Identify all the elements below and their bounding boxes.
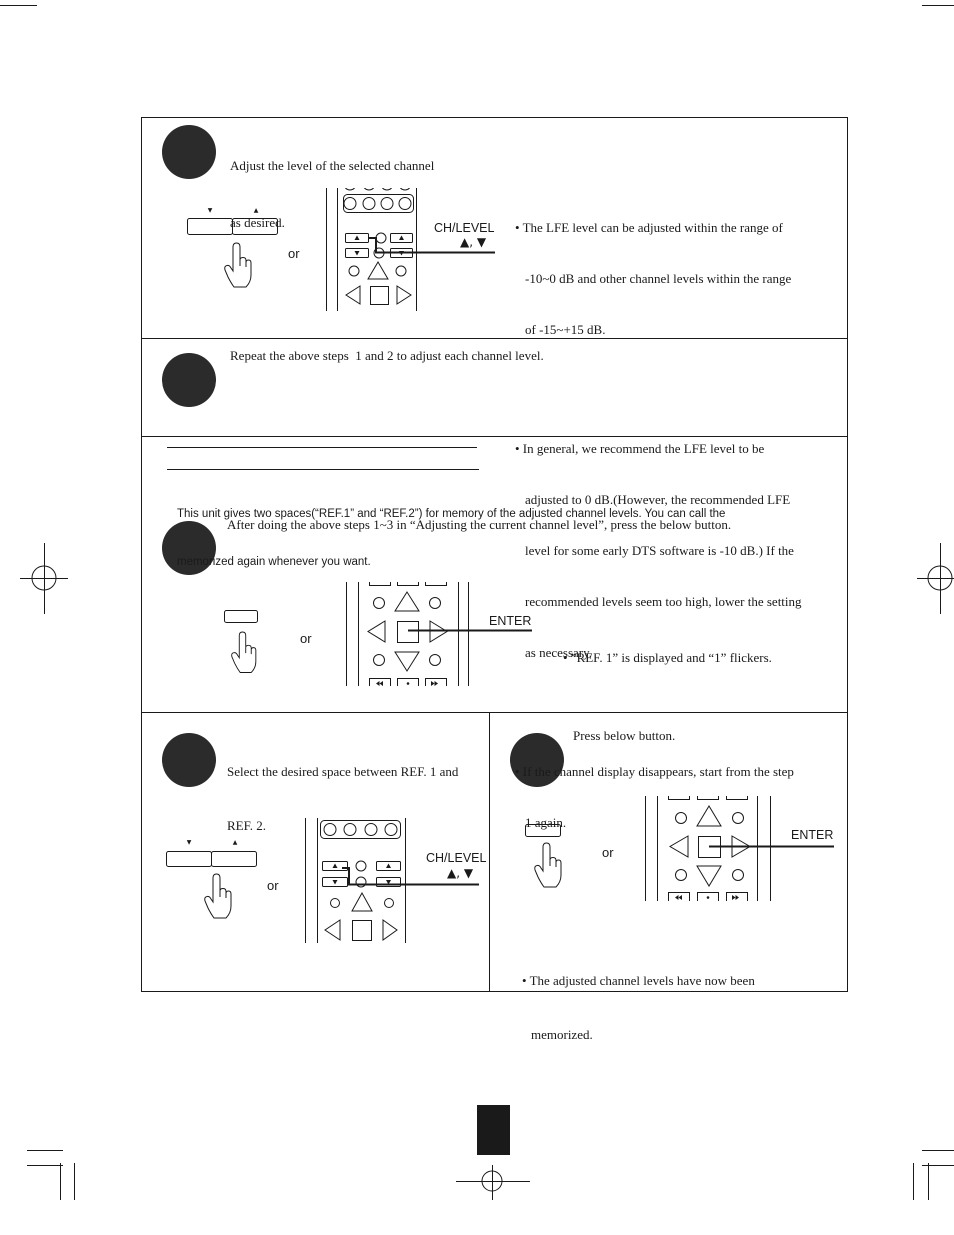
down-arrow-icon — [355, 251, 360, 256]
cursor-up-icon — [368, 262, 388, 279]
down-arrow-icon: ▼ — [186, 839, 192, 846]
crop-marks — [0, 6, 954, 1201]
note-line: memorized. — [531, 1027, 593, 1042]
step-badge — [162, 733, 216, 787]
remote-button — [374, 655, 385, 666]
remote-button — [385, 899, 394, 908]
cursor-left-icon — [346, 286, 360, 304]
step-badge — [162, 353, 216, 407]
cursor-left-icon — [325, 920, 340, 940]
registration-mark-bottom — [456, 1165, 530, 1200]
fast-forward-icon — [435, 681, 439, 686]
callout-label: CH/LEVEL — [434, 221, 495, 235]
remote-button — [430, 655, 441, 666]
enter-key-icon — [398, 622, 419, 643]
rewind-icon — [376, 681, 380, 686]
instruction-line: as desired. — [230, 215, 285, 230]
step-badge — [162, 125, 216, 179]
step-instruction: After doing the above steps 1~3 in “Adjusting the current channel level”, press the below button. — [227, 517, 732, 532]
or-label: or — [300, 631, 312, 646]
pointing-hand-icon — [205, 874, 231, 918]
fast-forward-icon — [431, 681, 435, 686]
instruction-line: Adjust the level of the selected channel — [230, 158, 435, 173]
cursor-left-icon — [368, 621, 385, 642]
note-item — [515, 185, 802, 372]
note-line: -10~0 dB and other channel levels within the range — [525, 271, 792, 286]
instruction-line: REF. 2. — [227, 818, 267, 833]
remote-button — [396, 266, 406, 276]
up-arrow-icon — [386, 864, 391, 869]
remote-button — [374, 598, 385, 609]
rewind-icon — [679, 895, 683, 900]
dot-icon — [407, 682, 410, 685]
enter-button — [225, 611, 258, 623]
rewind-icon — [380, 681, 384, 686]
up-arrow-icon — [333, 864, 338, 869]
note-line: • In general, we recommend the LFE level to be — [515, 441, 765, 456]
step-instruction: Press below button. — [573, 728, 676, 743]
note-line: recommended levels seem too high, lower the setting — [525, 594, 802, 609]
note-line: 1 again. — [525, 815, 567, 830]
step-instruction — [227, 727, 458, 853]
cursor-right-icon — [383, 920, 397, 940]
note-line: as necessary. — [525, 645, 593, 660]
enter-key-icon — [371, 287, 389, 305]
enter-key-icon — [353, 921, 372, 941]
up-arrow-icon: ▲ — [232, 839, 238, 846]
dot-icon — [707, 896, 710, 899]
pointing-hand-icon — [232, 632, 256, 672]
callout-label: CH/LEVEL — [426, 851, 487, 865]
rewind-icon — [675, 895, 679, 900]
page-tab — [477, 1105, 510, 1155]
remote-illustration-enter — [347, 579, 469, 689]
remote-button — [430, 598, 441, 609]
note-line: • If the channel display disappears, start from the step — [515, 764, 794, 779]
note-line: of -15~+15 dB. — [525, 322, 606, 337]
cursor-down-icon — [395, 652, 419, 671]
note-line: • The LFE level can be adjusted within the range of — [515, 220, 783, 235]
front-panel-level-buttons — [167, 852, 257, 867]
step-instruction — [230, 118, 434, 251]
remote-button — [331, 899, 340, 908]
intro-line: This unit gives two spaces(“REF.1” and “REF.2”) for memory of the adjusted channel levels. You can call the — [177, 508, 726, 520]
or-label: or — [267, 878, 279, 893]
cursor-right-icon — [397, 286, 411, 304]
fast-forward-icon — [732, 895, 736, 900]
note-line: adjusted to 0 dB.(However, the recommended LFE — [525, 492, 791, 507]
registration-mark-right — [917, 543, 954, 614]
registration-mark-left — [20, 543, 68, 614]
instruction-line: Select the desired space between REF. 1 and — [227, 764, 459, 779]
remote-button — [356, 861, 366, 871]
cursor-up-icon — [352, 893, 372, 911]
down-arrow-icon — [333, 880, 338, 885]
callout-label: ENTER — [791, 828, 834, 842]
fast-forward-icon — [736, 895, 740, 900]
level-up-button — [212, 852, 257, 867]
step-note: • ”REF. 1” is displayed and “1” flickers. — [563, 650, 772, 665]
cursor-up-icon — [395, 592, 419, 611]
level-down-button — [167, 852, 212, 867]
note-line: • The adjusted channel levels have now been — [522, 973, 755, 988]
step-note — [522, 936, 755, 1062]
or-label: or — [288, 246, 300, 261]
or-label: or — [602, 845, 614, 860]
callout-arrows: ▲, ▼ — [460, 235, 487, 249]
callout-arrows: ▲, ▼ — [447, 866, 474, 880]
note-item — [515, 729, 802, 865]
level-down-button — [188, 219, 233, 235]
down-arrow-icon: ▼ — [207, 207, 213, 214]
intro-line: memorized again whenever you want. — [177, 556, 371, 568]
step-instruction: Repeat the above steps 1 and 2 to adjust each channel level. — [230, 348, 544, 363]
note-line: level for some early DTS software is -10 dB.) If the — [525, 543, 794, 558]
up-arrow-icon: ▲ — [253, 207, 259, 214]
callout-label: ENTER — [489, 614, 532, 628]
remote-button — [349, 266, 359, 276]
